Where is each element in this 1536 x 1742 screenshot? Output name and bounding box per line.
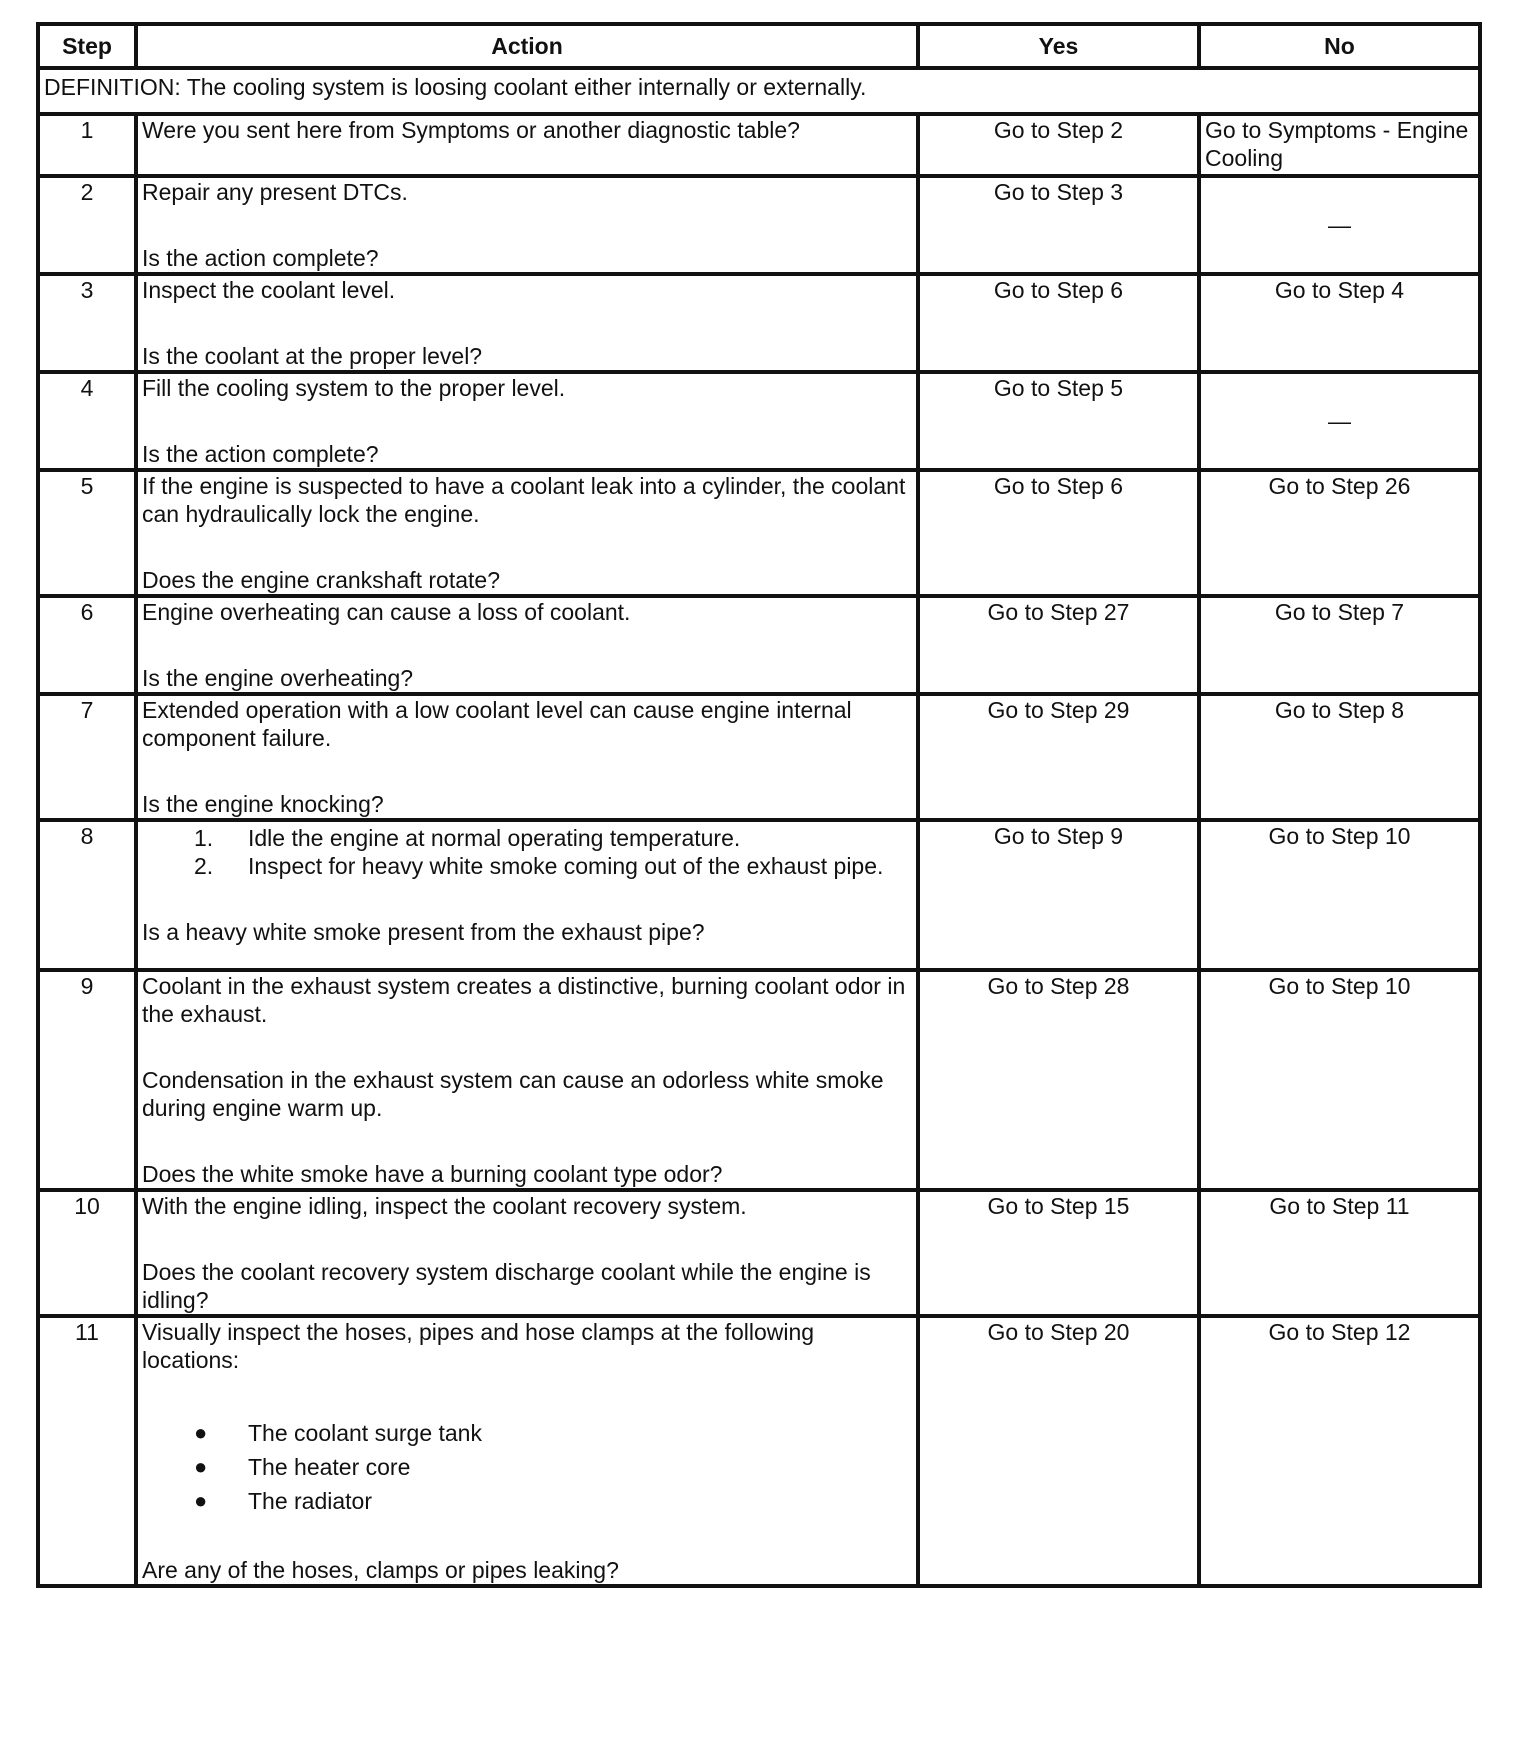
no-cell: Go to Step 7: [1199, 596, 1480, 694]
no-cell: Go to Step 8: [1199, 694, 1480, 820]
substep-item: [142, 824, 912, 852]
table-row: [38, 820, 1480, 970]
yes-cell: Go to Step 5: [918, 372, 1199, 470]
action-cell: [136, 470, 918, 596]
action-cell: [136, 596, 918, 694]
bullet-text: The heater core: [248, 1454, 411, 1480]
action-text: Were you sent here from Symptoms or another diagnostic table?: [142, 117, 800, 143]
table-row: [38, 596, 1480, 694]
step-number: 9: [38, 970, 136, 1190]
header-yes: Yes: [918, 24, 1199, 68]
action-cell: [136, 970, 918, 1190]
action-text: Visually inspect the hoses, pipes and hose clamps at the following locations:: [142, 1319, 815, 1373]
header-action: Action: [136, 24, 918, 68]
action-text: Repair any present DTCs.: [142, 179, 408, 205]
action-text: Coolant in the exhaust system creates a distinctive, burning coolant odor in the exhaust.: [142, 973, 906, 1027]
table-row: [38, 1190, 1480, 1316]
bullet-text: The radiator: [248, 1488, 373, 1514]
action-cell: [136, 1190, 918, 1316]
action-cell: [136, 1316, 918, 1586]
no-cell: Go to Step 11: [1199, 1190, 1480, 1316]
step-number: 7: [38, 694, 136, 820]
action-question: Does the white smoke have a burning coolant type odor?: [142, 1161, 723, 1187]
table-row: [38, 470, 1480, 596]
step-number: 6: [38, 596, 136, 694]
bullet-list: [142, 1416, 912, 1518]
step-number: 8: [38, 820, 136, 970]
yes-cell: Go to Step 20: [918, 1316, 1199, 1586]
yes-cell: Go to Step 6: [918, 274, 1199, 372]
table-row: [38, 176, 1480, 274]
substep-text: Inspect for heavy white smoke coming out of the exhaust pipe.: [248, 853, 884, 879]
step-number: 1: [38, 114, 136, 176]
substep-list: [142, 824, 912, 880]
action-cell: [136, 372, 918, 470]
no-cell: Go to Step 10: [1199, 820, 1480, 970]
bullet-item: [142, 1484, 912, 1518]
no-cell: —: [1199, 176, 1480, 274]
yes-cell: Go to Step 29: [918, 694, 1199, 820]
action-question: Is the action complete?: [142, 441, 379, 467]
action-cell: [136, 176, 918, 274]
yes-cell: Go to Step 2: [918, 114, 1199, 176]
table-row: [38, 372, 1480, 470]
no-cell: Go to Step 12: [1199, 1316, 1480, 1586]
step-number: 11: [38, 1316, 136, 1586]
table-row: [38, 694, 1480, 820]
no-cell: —: [1199, 372, 1480, 470]
no-cell: Go to Step 10: [1199, 970, 1480, 1190]
action-question: Are any of the hoses, clamps or pipes leaking?: [142, 1557, 619, 1583]
action-text: If the engine is suspected to have a coolant leak into a cylinder, the coolant can hydraulically lock the engine.: [142, 473, 906, 527]
action-question: Is the engine knocking?: [142, 791, 384, 817]
action-cell: [136, 694, 918, 820]
action-text: Inspect the coolant level.: [142, 277, 396, 303]
definition-text: DEFINITION: The cooling system is loosing coolant either internally or externally.: [38, 68, 1480, 114]
bullet-icon: ●: [194, 1454, 208, 1479]
action-question: Is the engine overheating?: [142, 665, 414, 691]
table-row: [38, 1316, 1480, 1586]
step-number: 2: [38, 176, 136, 274]
header-step: Step: [38, 24, 136, 68]
substep-number: 2.: [194, 853, 214, 879]
header-no: No: [1199, 24, 1480, 68]
bullet-item: [142, 1450, 912, 1484]
step-number: 5: [38, 470, 136, 596]
action-cell: [136, 114, 918, 176]
table-row: [38, 274, 1480, 372]
action-question: Does the coolant recovery system discharge coolant while the engine is idling?: [142, 1259, 871, 1313]
bullet-text: The coolant surge tank: [248, 1420, 482, 1446]
action-question: Is the action complete?: [142, 245, 379, 271]
bullet-icon: ●: [194, 1488, 208, 1513]
table-row: [38, 114, 1480, 176]
step-number: 3: [38, 274, 136, 372]
yes-cell: Go to Step 3: [918, 176, 1199, 274]
action-cell: [136, 274, 918, 372]
yes-cell: Go to Step 15: [918, 1190, 1199, 1316]
table-row: [38, 970, 1480, 1190]
action-text-2: Condensation in the exhaust system can cause an odorless white smoke during engine warm up.: [142, 1067, 884, 1121]
action-text: With the engine idling, inspect the coolant recovery system.: [142, 1193, 747, 1219]
yes-cell: Go to Step 9: [918, 820, 1199, 970]
step-number: 4: [38, 372, 136, 470]
action-question: Is the coolant at the proper level?: [142, 343, 483, 369]
no-cell: Go to Step 4: [1199, 274, 1480, 372]
no-cell: Go to Symptoms - Engine Cooling: [1199, 114, 1480, 176]
diagnostic-table: [36, 22, 1482, 1588]
yes-cell: Go to Step 27: [918, 596, 1199, 694]
action-text: Engine overheating can cause a loss of coolant.: [142, 599, 631, 625]
action-cell: [136, 820, 918, 970]
definition-row: [38, 68, 1480, 114]
no-cell: Go to Step 26: [1199, 470, 1480, 596]
header-row: [38, 24, 1480, 68]
substep-item: [142, 852, 912, 880]
action-text: Extended operation with a low coolant level can cause engine internal component failure.: [142, 697, 852, 751]
substep-text: Idle the engine at normal operating temperature.: [248, 825, 741, 851]
yes-cell: Go to Step 6: [918, 470, 1199, 596]
action-question: Is a heavy white smoke present from the exhaust pipe?: [142, 919, 705, 945]
bullet-item: [142, 1416, 912, 1450]
substep-number: 1.: [194, 825, 214, 851]
action-question: Does the engine crankshaft rotate?: [142, 567, 501, 593]
action-text: Fill the cooling system to the proper level.: [142, 375, 566, 401]
step-number: 10: [38, 1190, 136, 1316]
bullet-icon: ●: [194, 1420, 208, 1445]
yes-cell: Go to Step 28: [918, 970, 1199, 1190]
